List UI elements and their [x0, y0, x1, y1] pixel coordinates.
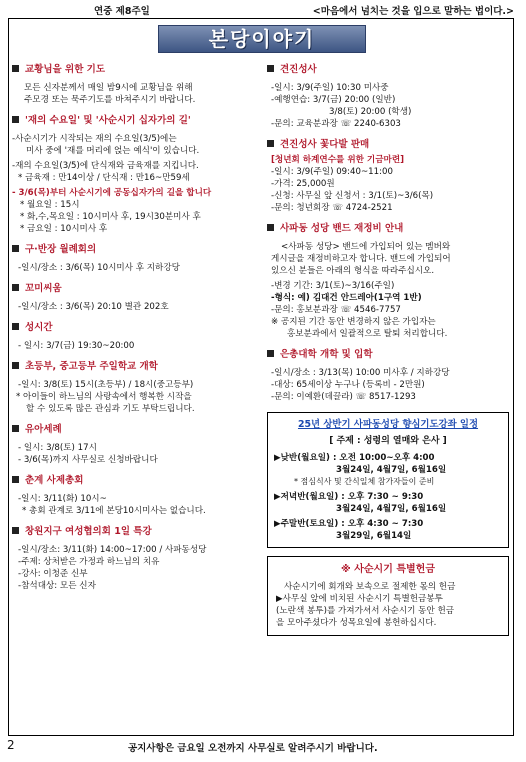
lent-offering-box	[267, 556, 509, 636]
section-title: 구·반장 월례회의	[25, 244, 97, 255]
text-line: -일시/장소: 3/11(화) 14:00~17:00 / 사파동성당	[18, 545, 207, 555]
schedule-line: ▶저녁반(월요일) : 오후 7:30 ~ 9:30	[274, 492, 424, 502]
text-line: -주제: 상처받은 가정과 하느님의 치유	[18, 557, 160, 567]
text-line: -일시: 3/8(토) 15시(초등부) / 18시(중고등부)	[18, 380, 194, 390]
text-line: -일시/장소 : 3/6(목) 20:10 별관 202호	[18, 302, 169, 312]
text-line: -사순시기가 시작되는 재의 수요일(3/5)에는	[12, 134, 177, 144]
text-line: -일시: 3/9(주일) 10:30 미사중	[271, 83, 389, 93]
section-womens-lecture	[12, 526, 262, 592]
text-line: -문의: 청년회장 ☏ 4724-2521	[271, 203, 393, 213]
bullet-square-icon	[12, 65, 19, 72]
text-line: * 아이들이 하느님의 사랑속에서 행복한 시작을	[16, 392, 192, 402]
section-title: 견진성사 꽃다발 판매	[280, 139, 370, 150]
text-line: - 일시: 3/7(금) 19:30~20:00	[18, 341, 135, 351]
text-line: 사순시기에 회개와 보속으로 절제한 몫의 헌금	[284, 582, 456, 592]
section-confirmation	[267, 64, 509, 130]
text-line: -변경 기간: 3/1(토)~3/16(주일)	[271, 281, 395, 291]
text-line: ※ 공지된 기간 동안 변경하지 않은 가입자는	[271, 317, 436, 327]
box-theme: [ 주제 : 성령의 열매와 은사 ]	[329, 436, 447, 446]
section-pope-prayer	[12, 64, 262, 106]
section-sunday-school	[12, 361, 262, 415]
text-line-highlight: - 3/6(목)부터 사순시기에 공동십자가의 길을 합니다	[12, 188, 212, 198]
header-bar	[8, 3, 518, 17]
text-line: 을 모아주셨다가 성목요일에 봉헌하십시다.	[276, 618, 437, 628]
text-line: 홍보분과에서 일괄적으로 탈퇴 처리합니다.	[287, 329, 448, 339]
bullet-square-icon	[267, 350, 274, 357]
bullet-square-icon	[267, 140, 274, 147]
schedule-line: ▶주말반(토요일) : 오후 4:30 ~ 7:30	[274, 519, 424, 529]
section-title: '재의 수요일' 및 '사순시기 십자가의 길'	[25, 115, 191, 126]
bullet-square-icon	[267, 65, 274, 72]
text-line: -재의 수요일(3/5)에 단식재와 금육재를 지킵니다.	[12, 161, 199, 171]
text-line: (노란색 봉투)를 가져가셔서 사순시기 동안 헌금	[276, 606, 455, 616]
text-line: -형식: 예) 김대건 안드레아(1구역 1반)	[271, 293, 422, 303]
section-priests-assembly	[12, 475, 262, 517]
text-line: - 일시: 3/8(토) 17시	[18, 443, 97, 453]
banner	[158, 25, 366, 53]
section-title: 견진성사	[280, 64, 317, 75]
text-line: 할 수 있도록 많은 관심과 기도 부탁드립니다.	[26, 404, 195, 414]
text-line: * 금육재 : 만14이상 / 단식재 : 만16~만59세	[18, 173, 190, 183]
text-line: - 3/6(목)까지 사무실로 신청바랍니다	[18, 455, 158, 465]
left-column	[12, 64, 262, 601]
section-title: 춘계 사제총회	[25, 475, 84, 486]
bullet-square-icon	[267, 224, 274, 231]
text-line: ▶사무실 앞에 비치된 사순시기 특별헌금봉투	[276, 594, 443, 604]
section-grace-college	[267, 349, 509, 403]
text-line: -가격: 25,000원	[271, 179, 335, 189]
text-line: -일시/장소 : 3/13(목) 10:00 미사후 / 지하강당	[271, 368, 450, 378]
schedule-line: 3월24일, 4월7일, 6월16일	[336, 504, 447, 514]
section-ash-wednesday	[12, 115, 262, 235]
section-flower-sale	[267, 139, 509, 214]
section-holy-hour	[12, 322, 262, 352]
section-curia	[12, 283, 262, 313]
text-line: -강사: 이청준 신부	[18, 569, 88, 579]
section-title: 사파동 성당 밴드 재정비 안내	[280, 223, 404, 234]
section-title: 창원지구 여성협의회 1일 특강	[25, 526, 152, 537]
text-line: -신청: 사무실 앞 신청서 : 3/1(토)~3/6(목)	[271, 191, 434, 201]
text-line: * 월요일 : 15시	[20, 200, 80, 210]
bullet-square-icon	[12, 245, 19, 252]
banner-title: 본당이야기	[208, 27, 316, 51]
section-leaders-meeting	[12, 244, 262, 274]
text-line: * 금요일 : 10시미사 후	[20, 224, 108, 234]
text-line: -문의: 홍보분과장 ☏ 4546-7757	[271, 305, 401, 315]
text-line: <사파동 성당> 밴드에 가입되어 있는 멤버와	[281, 242, 451, 252]
week-label: 연중 제8주일	[94, 6, 150, 17]
text-line: 있으신 분들은 아래의 형식을 따라주십시오.	[271, 266, 435, 276]
section-title: 꼬미씨움	[25, 283, 62, 294]
bullet-square-icon	[12, 476, 19, 483]
bullet-square-icon	[12, 362, 19, 369]
schedule-line: 3월24일, 4월7일, 6월16일	[336, 465, 447, 475]
section-title: 초등부, 중고등부 주일학교 개학	[25, 361, 158, 372]
text-line: -대상: 65세이상 누구나 (등록비 - 2만원)	[271, 380, 425, 390]
footer-notice: 공지사항은 금요일 오전까지 사무실로 알려주시기 바랍니다.	[128, 743, 378, 754]
motto: <마음에서 넘치는 것을 입으로 말하는 법이다.>	[312, 6, 514, 17]
text-line-highlight: [청년회 하계연수를 위한 기금마련]	[271, 155, 405, 165]
text-line: * 화,수,목요일 : 10시미사 후, 19시30분미사 후	[20, 212, 201, 222]
box-title: 25년 상반기 사파동성당 향심기도강좌 일정	[297, 419, 479, 430]
section-title: 은총대학 개학 및 입학	[280, 349, 373, 360]
bullet-square-icon	[12, 284, 19, 291]
text-line: -문의: 교육분과장 ☏ 2240-6303	[271, 119, 401, 129]
text-line: -예행연습: 3/7(금) 20:00 (일반)	[271, 95, 396, 105]
text-line: -참석대상: 모든 신자	[18, 581, 96, 591]
schedule-line: ▶낮반(월요일) : 오전 10:00~오후 4:00	[274, 453, 435, 463]
bullet-square-icon	[12, 527, 19, 534]
prayer-course-box	[267, 412, 509, 548]
text-line: * 총회 관계로 3/11에 본당10시미사는 없습니다.	[22, 506, 206, 516]
text-line: 게시글을 재정비하고자 합니다. 밴드에 가입되어	[271, 254, 451, 264]
section-band	[267, 223, 509, 340]
schedule-line: 3월29일, 6월14일	[336, 531, 412, 541]
section-title: 교황님을 위한 기도	[25, 64, 106, 75]
text-line: -문의: 이예환(데끌라) ☏ 8517-1293	[271, 392, 416, 402]
text-line: 모든 신자분께서 매일 밤9시에 교황님을 위해	[24, 83, 193, 93]
text-line: -일시/장소 : 3/6(목) 10시미사 후 지하강당	[18, 263, 180, 273]
text-line: 3/8(토) 20:00 (학생)	[329, 107, 412, 117]
text-line: -일시: 3/11(화) 10시~	[18, 494, 107, 504]
bullet-square-icon	[12, 116, 19, 123]
text-line: 미사 중에 '재를 머리에 얹는 예식'이 있습니다.	[26, 146, 200, 156]
bullet-square-icon	[12, 425, 19, 432]
page-number: 2	[7, 738, 15, 752]
section-infant-baptism	[12, 424, 262, 466]
section-title: 성시간	[25, 322, 53, 333]
section-title: 유아세례	[25, 424, 62, 435]
text-line: -일시: 3/9(주일) 09:40~11:00	[271, 167, 393, 177]
bullet-square-icon	[12, 323, 19, 330]
box-title: ※ 사순시기 특별헌금	[341, 564, 435, 575]
schedule-note: * 점심식사 및 간식일체 참가자들이 준비	[294, 477, 435, 486]
right-column	[267, 64, 509, 636]
text-line: 주모경 또는 묵주기도를 바쳐주시기 바랍니다.	[24, 95, 196, 105]
